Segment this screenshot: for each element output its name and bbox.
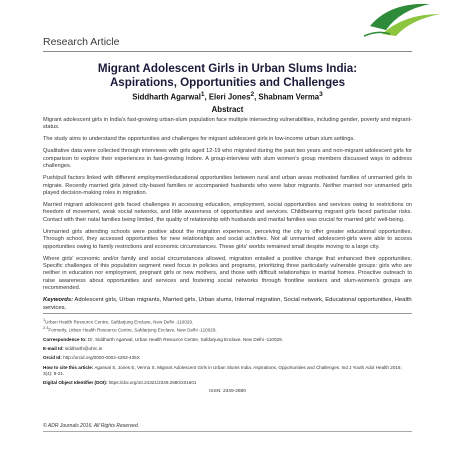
citation-text: Agarwal S, Jones E, Verma S. Migrant Adolescent Girls in Urban Slums India: Aspirations, Opportunities and Challenges. Ind J Youth Adol Health 2016; 3(4): 8-21. — [43, 364, 402, 376]
abstract-body — [43, 117, 412, 394]
keywords-divider — [43, 313, 412, 314]
orcid-link[interactable]: http://orcid.org/0000-0002-4293-435X — [61, 355, 140, 361]
author-name: Eleri Jones — [208, 92, 251, 102]
author-affiliation-mark: 1 — [200, 91, 205, 98]
footnote-text: Urban Health Resource Centre, Safdarjung Enclave, New Delhi -110029. — [45, 319, 194, 325]
title-line-1: Migrant Adolescent Girls in Urban Slums India: — [97, 62, 358, 75]
email-label: E-mail Id: — [43, 346, 64, 352]
author-affiliation-mark: 2 — [250, 91, 255, 98]
journal-logo-icon — [360, 0, 446, 40]
keywords — [43, 297, 412, 312]
issn: ISSN: 2349-2880 — [209, 389, 246, 395]
abstract-paragraph: Push/pull factors linked with different employment/educational opportunities between rural and urban areas motivated families of unmarried girls to migrate. Recently married girls joined city-based families or accompanied husbands who were labor migrants. Neither married nor unmarried girls played decision-making roles in migration. — [43, 175, 412, 197]
abstract-paragraph: Migrant adolescent girls in India's fast-growing urban-slum population face multiple intersecting vulnerabilities, including gender, poverty and migrant-status. — [43, 117, 412, 131]
title-line-2: Aspirations, Opportunities and Challenges — [109, 76, 346, 89]
footnote-mark: 1 — [43, 317, 46, 322]
correspondence-text: Dr. Siddharth Agarwal, Urban Health Resource Centre, Safdarjung Enclave, New Delhi -110029. — [86, 336, 283, 342]
author-list — [43, 91, 412, 102]
footnote — [43, 325, 412, 334]
keywords-text: Adolescent girls, Urban migrants, Married girls, Urban slums, Internal migration, Social network, Educational opportunities, Health services. — [43, 297, 412, 311]
abstract-paragraph: Qualitative data were collected through interviews with girls aged 12-19 who migrated during the past two years and non-migrant adolescent girls for comparison to explore their experiences in fast-growing Indore. A group-interview with slum women's group members discussed ways to address challenges. — [43, 148, 412, 170]
doi-link[interactable]: https://doi.org/10.24321/2349.2880/201601 — [107, 379, 197, 385]
abstract-heading: Abstract — [211, 105, 244, 114]
doi — [43, 380, 412, 386]
author-separator: , — [254, 92, 259, 102]
abstract-paragraph: The study aims to understand the opportunities and challenges for migrant adolescent girls in low-income urban slum settings. — [43, 136, 355, 143]
author-separator: , — [204, 92, 209, 102]
doi-label: Digital Object Identifier (DOI): — [43, 379, 108, 385]
author-name: Siddharth Agarwal — [132, 92, 201, 102]
footnote-mark: 2,3 — [43, 326, 49, 331]
correspondence — [43, 337, 412, 343]
email-link[interactable]: siddharth@uhrc.in — [63, 346, 103, 352]
paper-title — [43, 62, 412, 90]
abstract-paragraph: Unmarried girls attending schools were positive about the migration experience, perceiving the city to offer greater educational opportunities. Through school, they accessed opportunities for new relationships and social activities. Not all unmarried adolescent-girls were able to access opportunities owing to family restrictions and economic circumstances. These girls' worlds remained small despite moving to a large city. — [43, 228, 412, 250]
citation-label: How to cite this article: — [43, 364, 94, 370]
footer-divider — [43, 431, 412, 432]
correspondence-label: Correspondence to: — [43, 336, 87, 342]
author-affiliation-mark: 3 — [319, 91, 323, 98]
orcid — [43, 355, 412, 361]
abstract-paragraph: Married migrant adolescent girls faced challenges in accessing education, employment, social opportunities and services owing to restrictions on freedom of movement, weak social networks, and little awareness of opportunities and services. Childbearing migrant girls faced particular risks. Contact with their natal families being limited, the quality of relationship with husbands and marital families was crucial for married girls' well-being. — [43, 202, 412, 223]
keywords-label: Keywords: — [43, 297, 74, 304]
abstract-paragraph: Where girls' economic and/or family and social circumstances allowed, migration entailed a positive change that enhanced their opportunities. Specific challenges of this population segment need focus in policies and programs, prioritizing three particularly vulnerable groups: girls who are neither in education nor employment, pregnant girls or new mothers, and those with difficult relationships in marital homes. Proactive outreach to raise awareness about opportunities and services and fostering social networks through frontline workers and slum-women's groups are recommended. — [43, 255, 412, 292]
orcid-label: Orcid Id: — [43, 355, 62, 361]
author-name: Shabnam Verma — [258, 92, 320, 102]
citation — [43, 365, 412, 377]
footnote — [43, 317, 412, 326]
article-type-label: Research Article — [43, 36, 120, 48]
copyright-notice: © ADR Journals 2016. All Rights Reserved. — [43, 423, 140, 429]
header-divider — [43, 51, 412, 52]
footnote-text: Formerly, Urban Health Resource Centre, Safdarjung Enclave, New Delhi -110029. — [48, 327, 217, 333]
email — [43, 346, 412, 352]
